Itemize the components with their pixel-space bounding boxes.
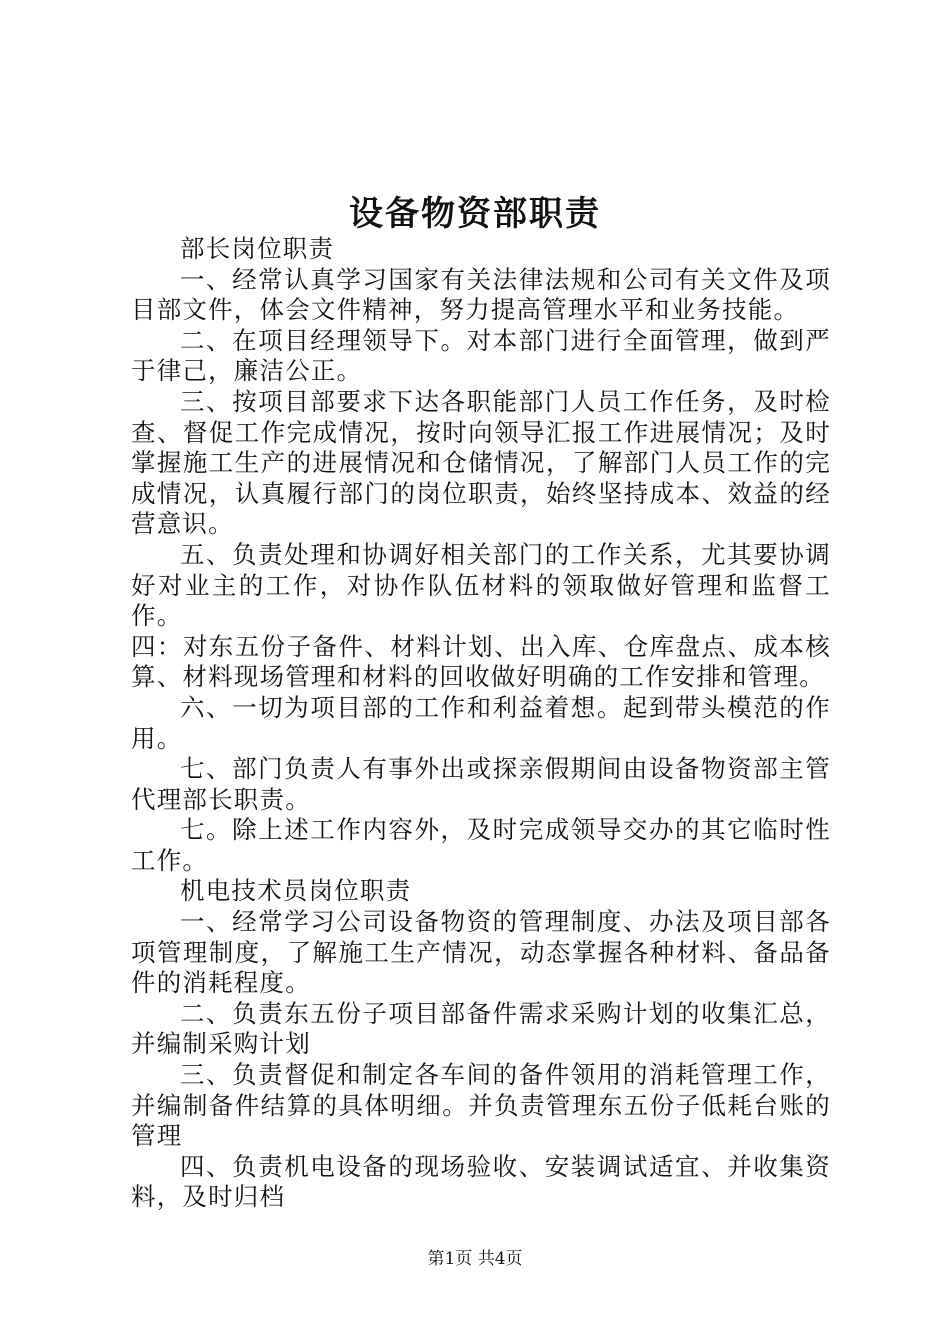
paragraph: 一、经常认真学习国家有关法律法规和公司有关文件及项目部文件，体会文件精神，努力提高管理水平和业务技能。: [131, 264, 831, 325]
paragraph: 一、经常学习公司设备物资的管理制度、办法及项目部各项管理制度，了解施工生产情况，动态掌握各种材料、备品备件的消耗程度。: [131, 907, 831, 998]
paragraph: 四、负责机电设备的现场验收、安装调试适宜、并收集资料，及时归档: [131, 1151, 831, 1212]
document-body: [131, 234, 831, 1213]
paragraph: 七、部门负责人有事外出或探亲假期间由设备物资部主管代理部长职责。: [131, 754, 831, 814]
document-title: 设备物资部职责: [349, 194, 601, 234]
section-heading-technician: 机电技术员岗位职责: [180, 876, 412, 906]
paragraph: 三、负责督促和制定各车间的备件领用的消耗管理工作，并编制备件结算的具体明细。并负责管理东五份子低耗台账的管理: [131, 1060, 831, 1151]
paragraph: 五、负责处理和协调好相关部门的工作关系，尤其要协调好对业主的工作，对协作队伍材料的领取做好管理和监督工作。: [131, 539, 831, 631]
paragraph: 二、在项目经理领导下。对本部门进行全面管理，做到严于律己，廉洁公正。: [131, 325, 831, 386]
page-footer: 第1页 共4页: [427, 1249, 523, 1269]
section-heading-director: 部长岗位职责: [180, 234, 335, 263]
paragraph: 二、负责东五份子项目部备件需求采购计划的收集汇总，并编制采购计划: [131, 998, 831, 1059]
paragraph: 三、按项目部要求下达各职能部门人员工作任务，及时检查、督促工作完成情况，按时向领导汇报工作进展情况；及时掌握施工生产的进展情况和仓储情况，了解部门人员工作的完成情况，认真履行部门的岗位职责，始终坚持成本、效益的经营意识。: [131, 386, 831, 539]
paragraph: 四：对东五份子备件、材料计划、出入库、仓库盘点、成本核算、材料现场管理和材料的回收做好明确的工作安排和管理。: [131, 631, 831, 692]
paragraph: 六、一切为项目部的工作和利益着想。起到带头模范的作用。: [131, 692, 831, 753]
paragraph: 七。除上述工作内容外，及时完成领导交办的其它临时性工作。: [131, 815, 831, 875]
